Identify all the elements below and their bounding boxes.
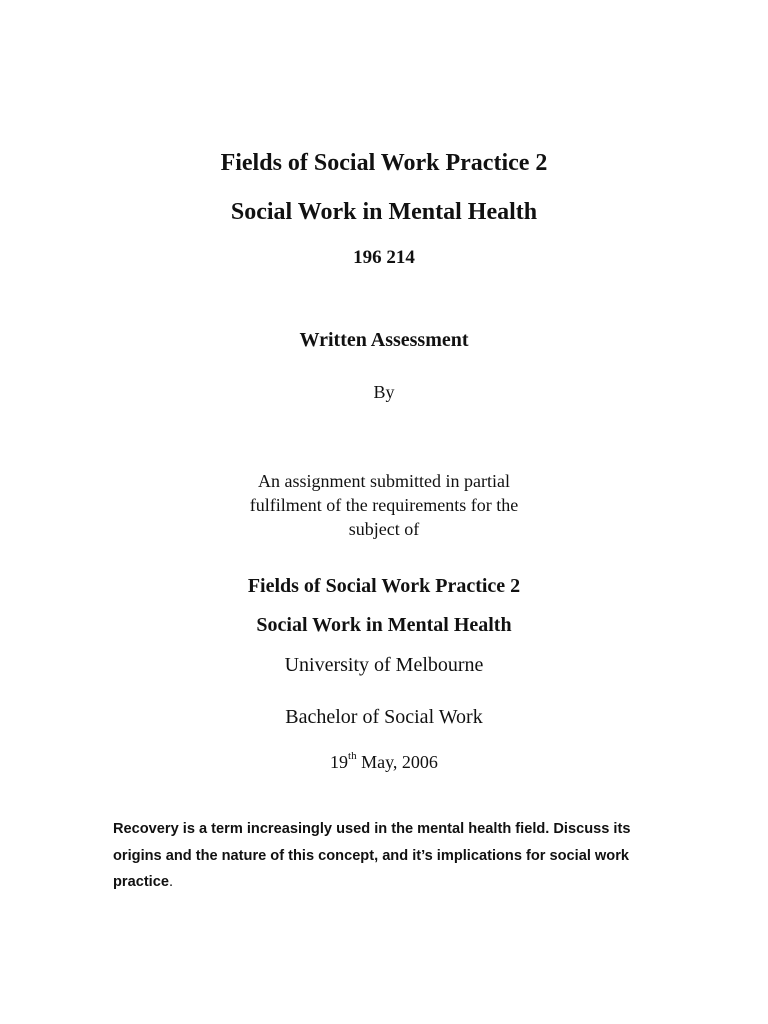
essay-question-period: . [168, 874, 174, 890]
subject-title-line-1: Fields of Social Work Practice 2 [247, 575, 521, 597]
submission-note-line-2: fulfilment of the requirements for the [249, 495, 519, 515]
submission-date [0, 752, 768, 773]
submission-note-line-3: subject of [348, 519, 420, 539]
date-rest: May, 2006 [356, 752, 438, 772]
essay-question-text: Recovery is a term increasingly used in the mental health field. Discuss its origins and the nature of this concept, and it’s implications for social work practice [113, 821, 631, 890]
date-day: 19 [330, 752, 349, 772]
by-label: By [373, 382, 395, 402]
assessment-heading: Written Assessment [299, 329, 469, 351]
subject-code: 196 214 [353, 247, 415, 268]
main-title-line-2: Social Work in Mental Health [230, 199, 538, 225]
subject-title-line-2: Social Work in Mental Health [256, 614, 512, 636]
submission-note-line-1: An assignment submitted in partial [258, 471, 510, 491]
university-name: University of Melbourne [284, 654, 484, 676]
main-title-line-1: Fields of Social Work Practice 2 [220, 150, 548, 176]
essay-question [113, 816, 673, 896]
degree-name: Bachelor of Social Work [285, 706, 483, 728]
date-ordinal-suffix: th [348, 750, 357, 762]
